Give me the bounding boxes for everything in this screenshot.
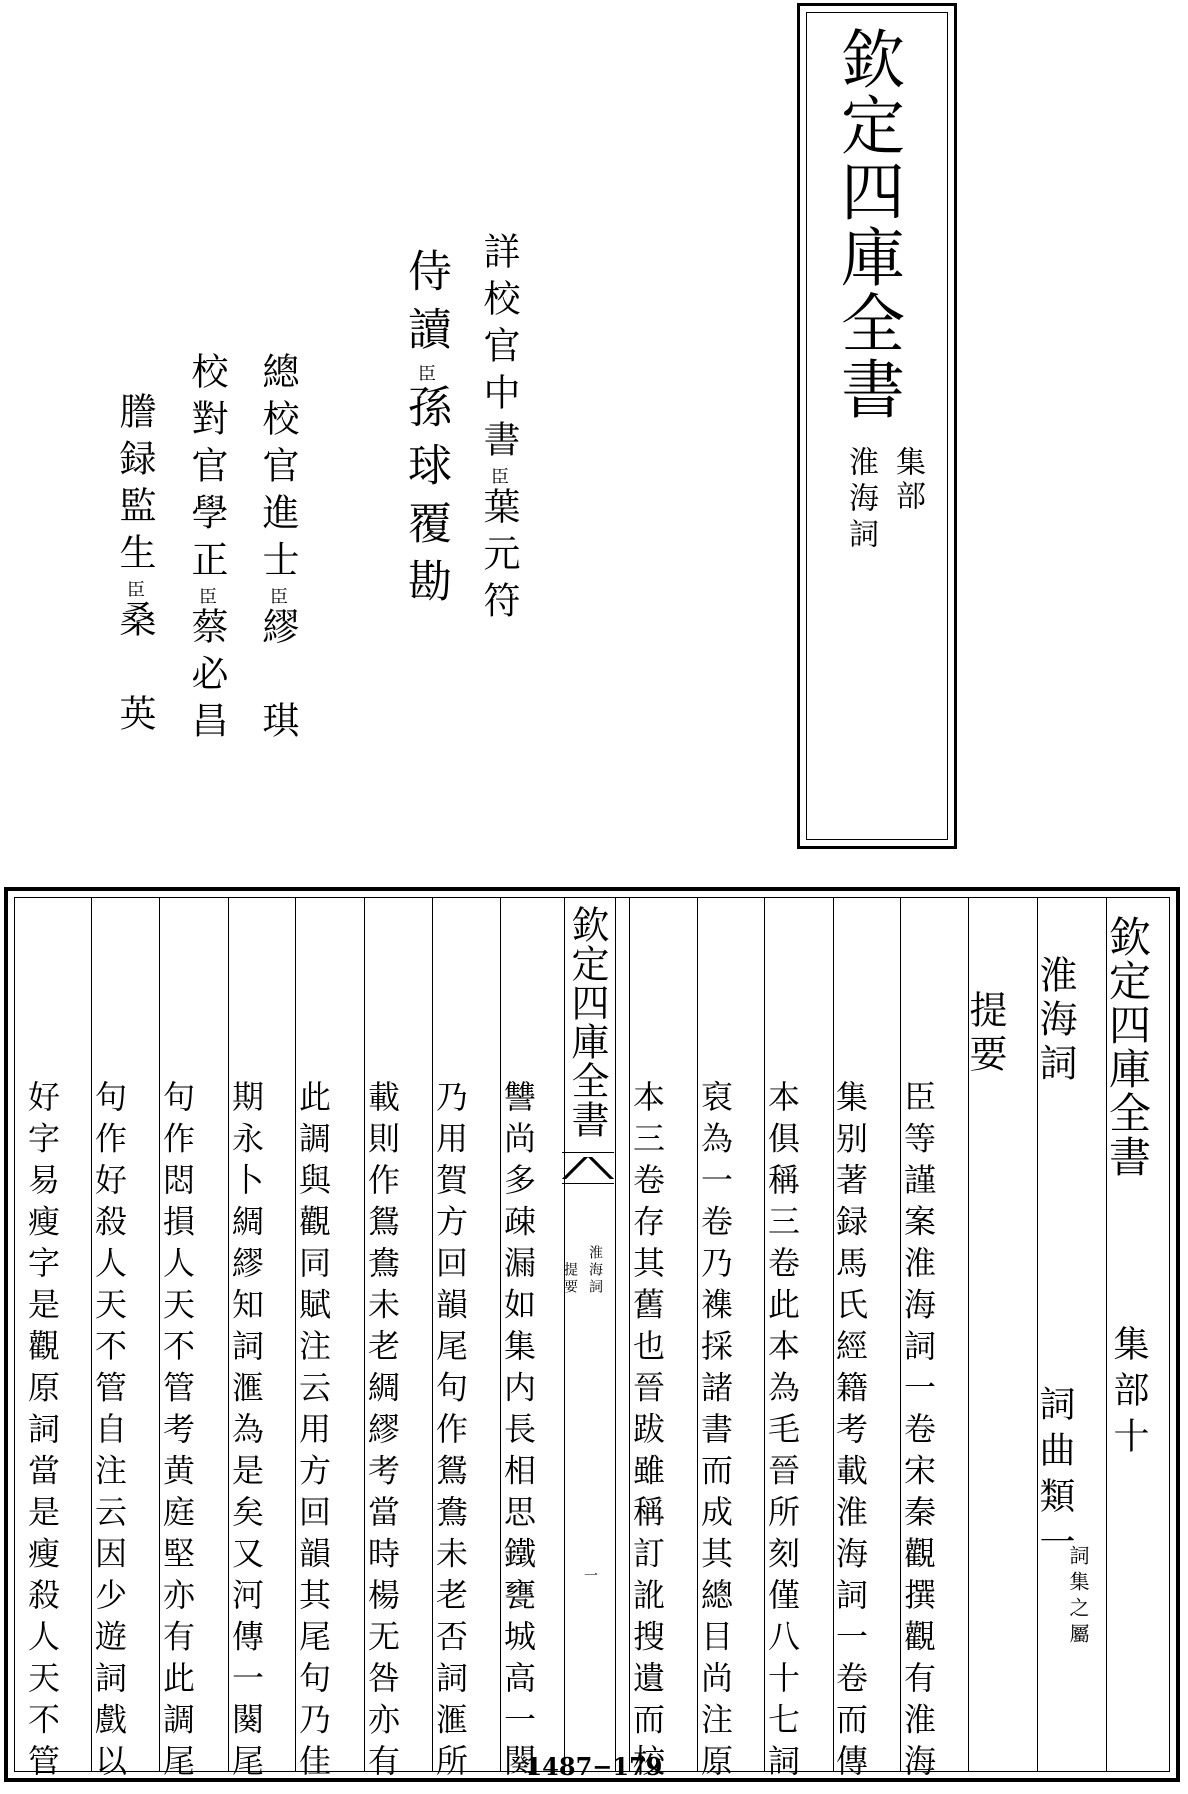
- fish-tail-mark: [562, 1152, 614, 1184]
- text-column: 此調與觀同賦注云用方回韻其尾句乃佳: [294, 1080, 332, 1786]
- text-column: 好字易瘦字是觀原詞當是瘦殺人天不管: [23, 1080, 61, 1786]
- text-column: 本俱稱三卷此本為毛晉所刻僅八十七詞: [763, 1080, 801, 1786]
- section-label: 集部: [890, 446, 925, 514]
- text-column: 本三卷存其舊也晉跋雖稱訂訛搜遺而校: [628, 1080, 666, 1786]
- text-column: 乃用賀方回韻尾句作鴛鴦未老否詞滙所: [431, 1080, 469, 1786]
- text-column: 句作悶損人天不管考黄庭堅亦有此調尾: [158, 1080, 196, 1786]
- work-label: 淮海詞: [843, 446, 878, 554]
- text-column: 集别著録馬氏經籍考載淮海詞一卷而傳: [831, 1080, 869, 1786]
- page-number: 1487−179: [525, 1752, 663, 1781]
- text-column: 期永卜綢繆知詞滙為是矣又河傳一闋尾: [227, 1080, 265, 1786]
- work-title: 淮海詞: [1033, 955, 1077, 1087]
- credit-chief-editor: 總校官進士臣繆 琪: [256, 352, 299, 748]
- credit-copyist: 謄録監生臣桑 英: [113, 392, 156, 741]
- text-column: 句作好殺人天不管自注云因少遊詞戲以: [90, 1080, 128, 1786]
- summary-heading: 提要: [963, 990, 1007, 1078]
- margin-book-title: 淮海詞: [587, 1245, 603, 1296]
- text-column: 讐尚多疎漏如集内長相思鐵甕城高一闋: [499, 1080, 537, 1786]
- page-header-title: 欽定四庫全書: [1103, 915, 1152, 1179]
- title-slip: [797, 3, 957, 849]
- text-column: 裒為一卷乃襍採諸書而成其總目尚注原: [696, 1080, 734, 1786]
- margin-section: 提要: [562, 1262, 578, 1296]
- subcategory-note: 詞集之屬: [1066, 1545, 1090, 1649]
- credit-proofreader: 詳校官中書臣葉元符: [477, 232, 520, 628]
- text-column: 載則作鴛鴦未老綢繆考當時楊无咎亦有: [363, 1080, 401, 1786]
- subcategory-label: 詞曲類一: [1034, 1385, 1075, 1569]
- collection-title: 欽定四庫全書: [830, 26, 904, 422]
- margin-leaf-number: 一: [582, 1568, 598, 1582]
- credit-reviewer: 侍讀臣孫球覆勘: [400, 248, 451, 616]
- margin-title: 欽定四庫全書: [565, 905, 609, 1139]
- center-fold-rule: [615, 898, 616, 1771]
- credit-collator: 校對官學正臣蔡必昌: [185, 352, 228, 748]
- category-label: 集部十: [1108, 1325, 1149, 1463]
- text-column: 臣等謹案淮海詞一卷宋秦觀撰觀有淮海: [899, 1080, 937, 1786]
